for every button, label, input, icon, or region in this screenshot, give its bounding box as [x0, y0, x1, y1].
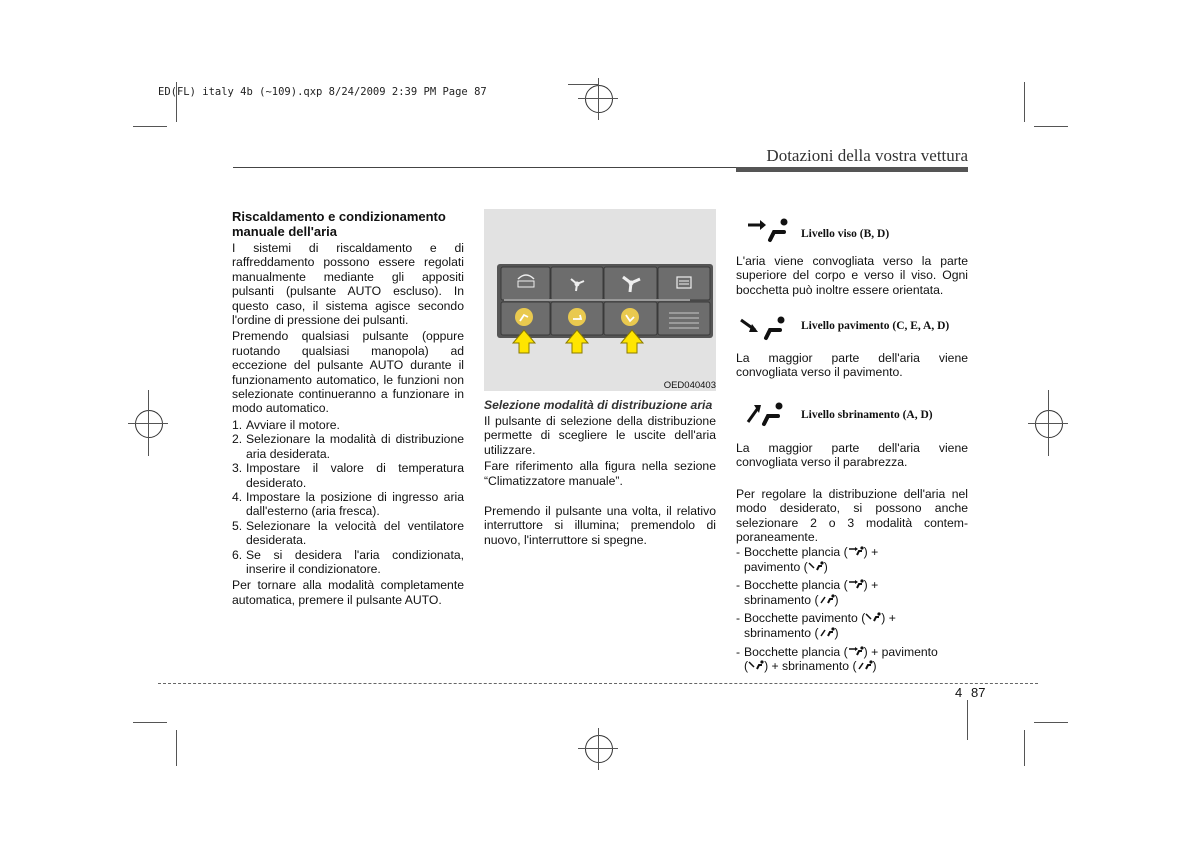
combo-text: Bocchette plancia ( [744, 545, 848, 559]
step-number: 6. [232, 547, 243, 562]
crop-mark [967, 700, 968, 740]
paragraph: L'aria viene convogliata verso la parte superiore del corpo e verso il viso. Ogni bocchetta può inoltre essere orientata. [736, 254, 968, 297]
list-item: - Bocchette plancia ( ) + pavimento ( ) [736, 545, 879, 574]
defrost-icon [819, 593, 835, 605]
mode-title-face: Livello viso (B, D) [801, 228, 890, 240]
right-text-2 [736, 351, 968, 382]
print-slug: ED(FL) italy 4b (~109).qxp 8/24/2009 2:39 PM Page 87 [158, 86, 487, 98]
face-icon [848, 578, 864, 590]
right-text-3 [736, 441, 968, 472]
face-icon [848, 545, 864, 557]
combo-list [736, 545, 976, 674]
registration-cross [598, 78, 599, 120]
crop-mark [1024, 82, 1025, 122]
combo-text: ) [834, 592, 839, 607]
registration-mark [135, 410, 163, 438]
section-header-title: Dotazioni della vostra vettura [766, 146, 968, 165]
step-number: 5. [232, 518, 243, 533]
step-number: 4. [232, 489, 243, 504]
combo-text: sbrinamento ( [744, 592, 819, 607]
step-number: 1. [232, 417, 243, 432]
combo-text: pavimento ( [744, 559, 808, 574]
section-number: 4 [955, 685, 963, 700]
list-item: - Bocchette plancia ( ) + pavimento ( ) + sbrinamento ( ) [736, 644, 938, 674]
crop-mark [133, 126, 167, 127]
paragraph: Il pulsante di selezione della distribuzione permette di scegliere le uscite dell'aria utilizzare. [484, 414, 716, 457]
left-column [232, 209, 464, 609]
face-icon [848, 645, 864, 657]
list-item: - Bocchette pavimento ( ) + sbrinamento ( ) [736, 611, 896, 640]
crop-mark [1024, 730, 1025, 766]
paragraph: La maggior parte dell'aria viene convogliata verso il pavimento. [736, 351, 968, 380]
combo-text: ) + pavimento [863, 644, 938, 659]
crop-mark [133, 722, 167, 723]
registration-mark [1035, 410, 1063, 438]
face-level-icon [744, 214, 792, 251]
combo-text: ) + [881, 611, 896, 626]
defrost-level-icon [742, 396, 790, 435]
floor-icon [865, 611, 881, 623]
crop-mark [176, 730, 177, 766]
combo-text: ) + sbrinamento ( [764, 659, 857, 674]
combo-text: ( [744, 659, 749, 674]
section-heading: Riscaldamento e condizionamento manuale dell'aria [232, 209, 446, 239]
figure-code: OED040403 [663, 380, 716, 391]
list-item [232, 519, 464, 548]
paragraph: La maggior parte dell'aria viene convogliata verso il parabrezza. [736, 441, 968, 470]
right-text-4 [736, 487, 968, 547]
list-item: - Bocchette plancia ( ) + sbrinamento ( ) [736, 578, 879, 607]
step-text: Selezionare la velocità del ventilatore desiderata. [246, 518, 464, 548]
step-text: Se si desidera l'aria condizionata, inserire il condizionatore. [246, 547, 464, 576]
figure-caption: Selezione modalità di distribuzione aria [484, 398, 713, 412]
combo-text: Bocchette pavimento ( [744, 611, 866, 626]
floor-icon [808, 560, 824, 572]
list-item [232, 432, 464, 461]
registration-cross [578, 748, 618, 749]
combo-text: ) [872, 659, 877, 674]
registration-cross [598, 728, 599, 770]
mode-title-defrost: Livello sbrinamento (A, D) [801, 409, 933, 421]
step-number: 3. [232, 461, 243, 476]
combo-text: ) + [863, 578, 879, 593]
right-text-1 [736, 254, 968, 299]
header-bar [736, 167, 968, 172]
combo-text: sbrinamento ( [744, 625, 819, 640]
crop-mark [1034, 722, 1068, 723]
crop-mark [1034, 126, 1068, 127]
step-text: Avviare il motore. [246, 417, 340, 432]
combo-text: ) [823, 559, 828, 574]
control-panel-illustration [484, 209, 716, 391]
list-item [232, 548, 464, 577]
page-number: 87 [971, 685, 986, 700]
mode-title-floor: Livello pavimento (C, E, A, D) [801, 320, 950, 332]
combo-text: Bocchette plancia ( [744, 578, 848, 593]
registration-cross [1028, 423, 1068, 424]
list-item [232, 461, 464, 490]
floor-level-icon [738, 312, 792, 349]
step-number: 2. [232, 432, 243, 447]
paragraph: Fare riferimento alla figura nella sezione “Climatizzatore manuale”. [484, 459, 716, 488]
paragraph: Premendo qualsiasi pulsante (oppure ruotando qualsiasi manopola) ad eccezione del pulsante AUTO durante il funzionamento automatico, le funzioni non selezionate continueranno a funzionare in modo automatico. [232, 329, 464, 416]
step-text: Impostare la posizione di ingresso aria dall'esterno (aria fresca). [246, 489, 464, 519]
paragraph: Per tornare alla modalità completamente automatica, premere il pulsante AUTO. [232, 578, 464, 607]
combo-text: ) [834, 625, 839, 640]
combo-text: ) + [863, 545, 879, 559]
paragraph: Per regolare la distribuzione dell'aria nel modo desiderato, si possono anche selezionare 2 o 3 modalità contem-poraneamente. [736, 487, 968, 545]
combo-text: Bocchette plancia ( [744, 644, 848, 659]
middle-column [484, 394, 716, 549]
defrost-icon [819, 626, 835, 638]
registration-cross [578, 98, 618, 99]
steps-list [232, 418, 464, 576]
step-text: Selezionare la modalità di distribuzione aria desiderata. [246, 432, 464, 461]
paragraph: Premendo il pulsante una volta, il relativo interruttore si illumina; premendolo di nuovo, l'interruttore si spegne. [484, 504, 716, 547]
control-panel-figure [484, 209, 716, 391]
list-item [232, 418, 464, 432]
paragraph: I sistemi di riscaldamento e di raffreddamento possono essere regolati manualmente mediante gli appositi pulsanti (pulsante AUTO escluso). In questo caso, il sistema agisce secondo l'ordine di pressione dei pulsanti. [232, 241, 464, 328]
registration-mark [585, 85, 613, 113]
footer-rule [158, 683, 1038, 684]
floor-icon [748, 659, 764, 671]
step-text: Impostare il valore di temperatura desiderato. [246, 461, 464, 490]
registration-mark [585, 735, 613, 763]
registration-cross [128, 423, 168, 424]
defrost-icon [857, 659, 873, 671]
list-item [232, 490, 464, 519]
